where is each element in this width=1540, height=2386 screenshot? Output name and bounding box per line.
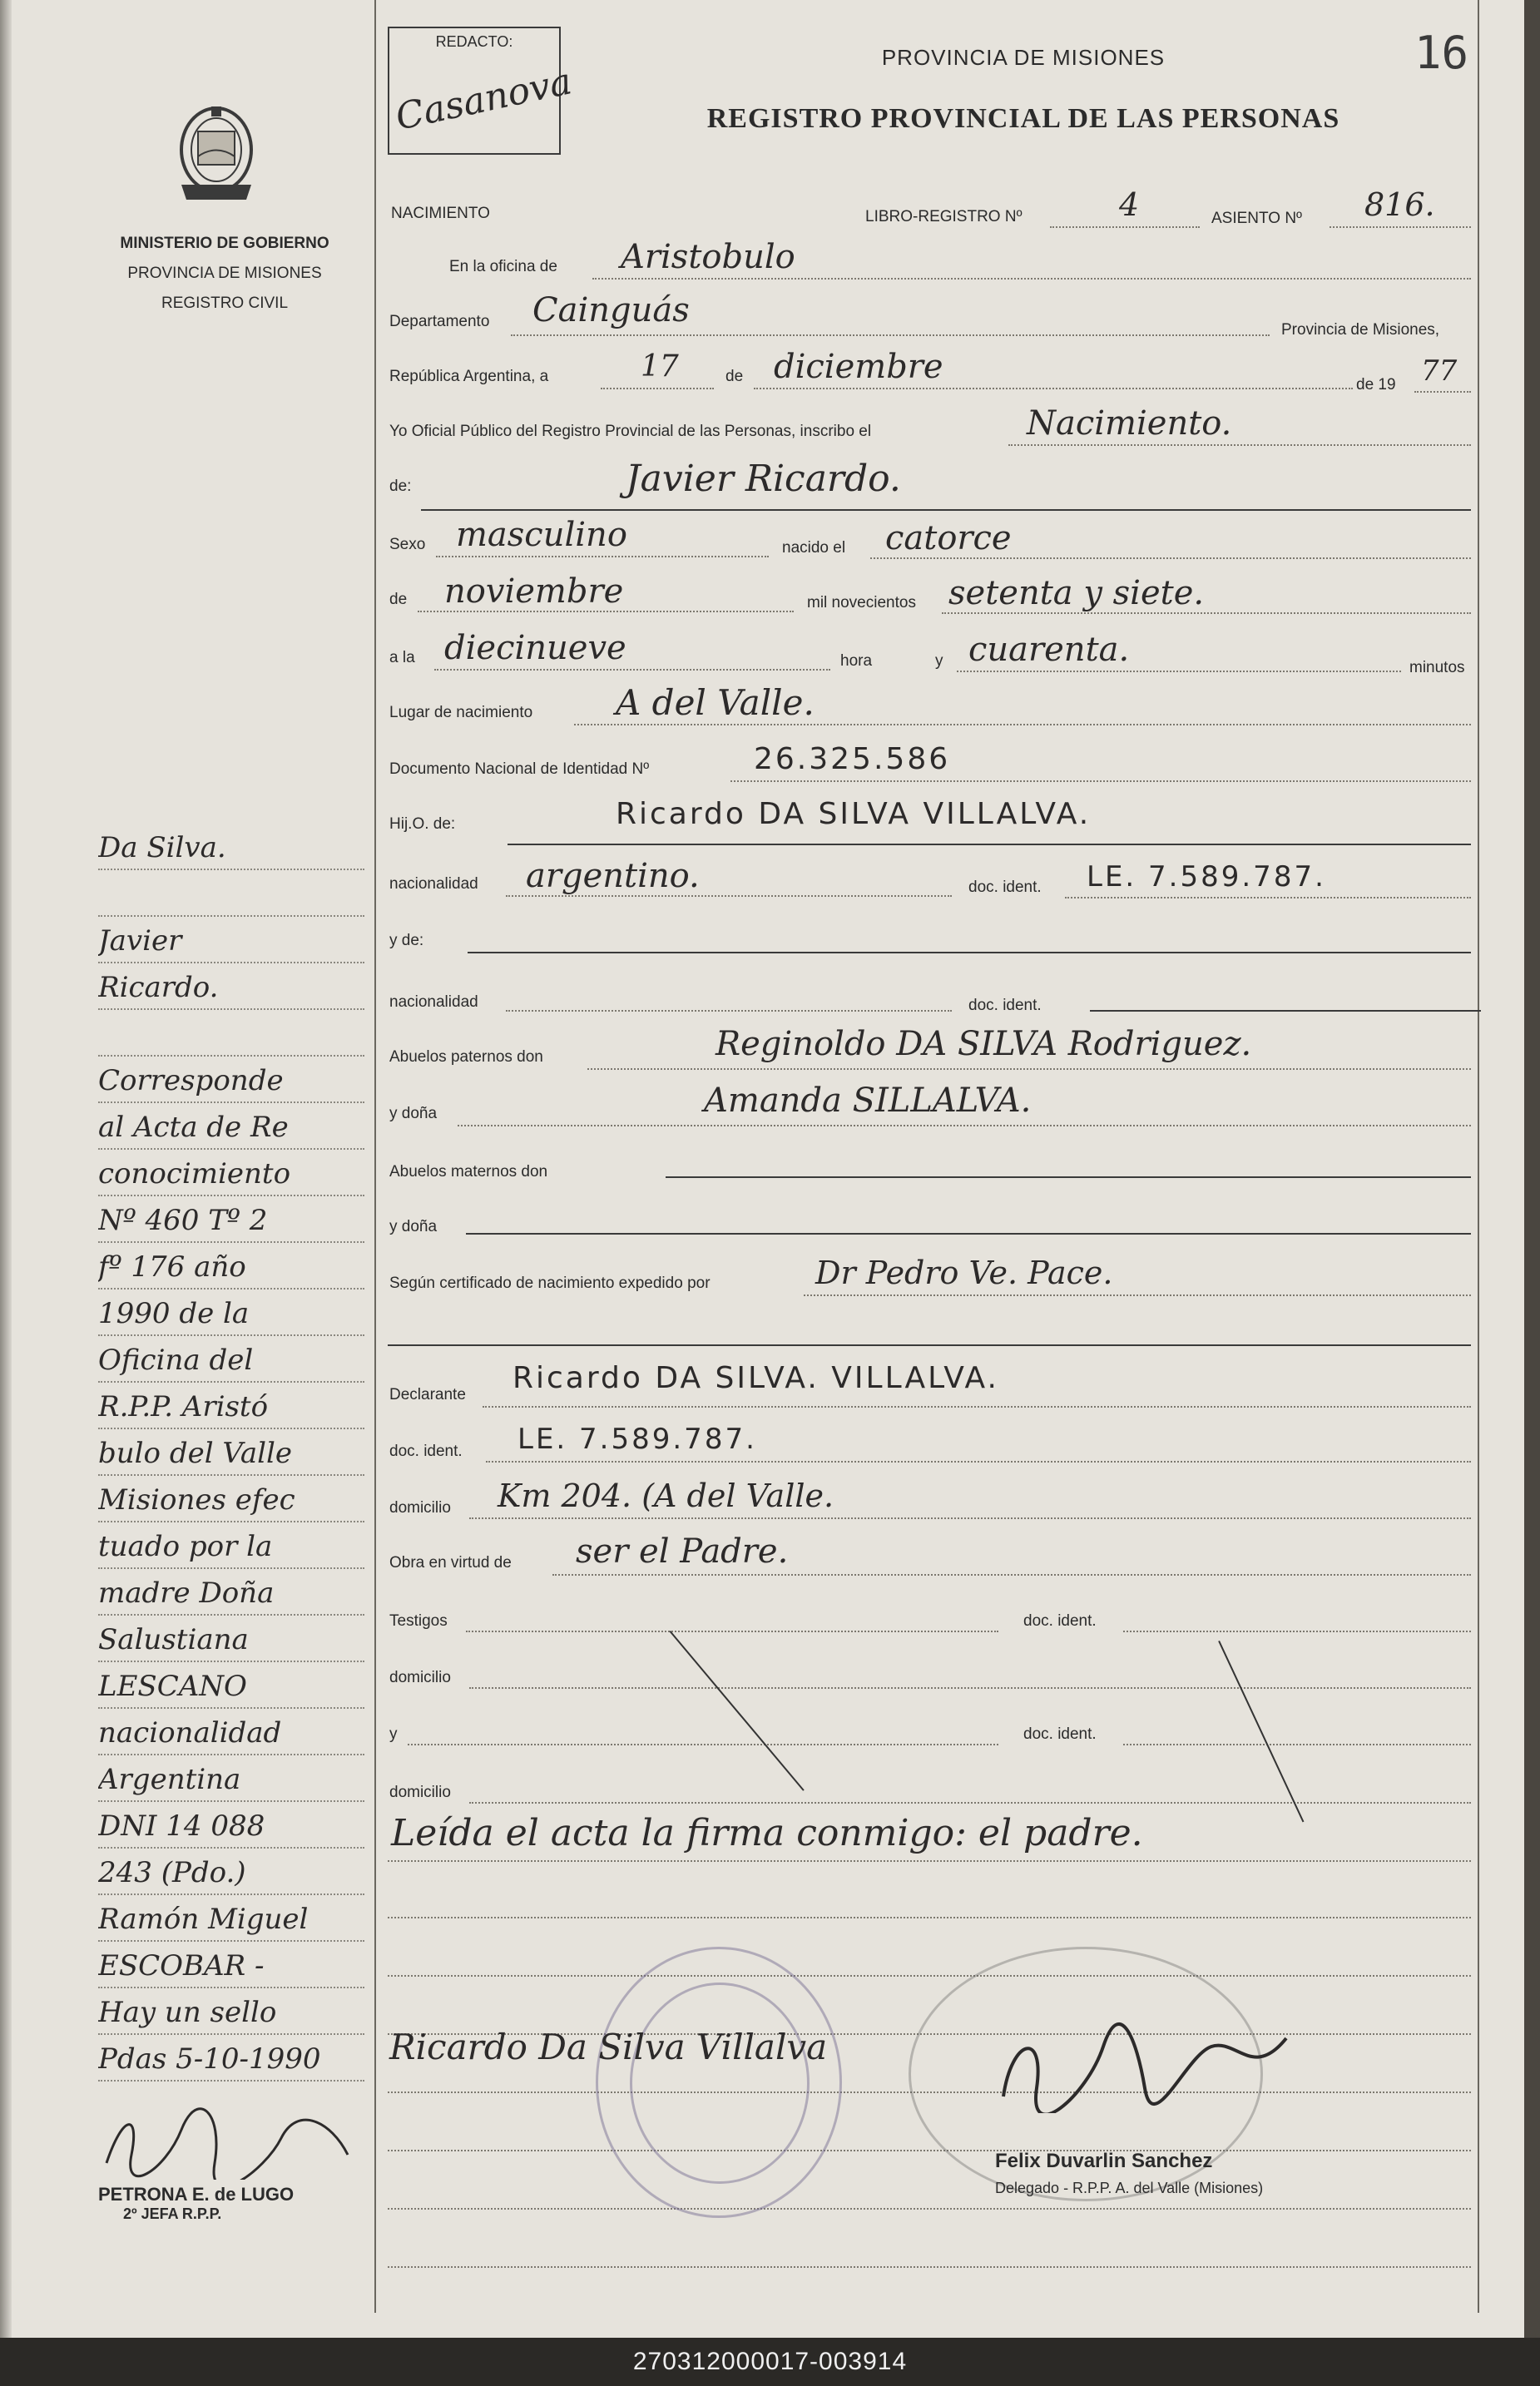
nacido-label: nacido el <box>782 539 846 557</box>
asiento-field-line <box>1330 226 1471 228</box>
oficina-value: Aristobulo <box>621 238 795 276</box>
domicilio-testigo1-label: domicilio <box>389 1669 451 1686</box>
hijo-label: Hij.O. de: <box>389 815 456 833</box>
margin-note-line: Da Silva. <box>98 824 364 870</box>
republica-label: República Argentina, a <box>389 368 549 385</box>
book-spine <box>0 0 12 2338</box>
declarante-value: Ricardo DA SILVA. VILLALVA. <box>513 1361 999 1395</box>
registry-name: REGISTRO CIVIL <box>161 295 289 312</box>
hora-value: diecinueve <box>444 629 626 667</box>
redacto-label: REDACTO: <box>435 33 513 50</box>
margin-note-line: Pdas 5-10-1990 <box>98 2035 364 2082</box>
margin-signature <box>98 2105 381 2223</box>
margin-note-line: ESCOBAR - <box>98 1942 364 1988</box>
libro-field-line <box>1050 226 1200 228</box>
departamento-label: Departamento <box>389 313 490 330</box>
lugar-field-line <box>574 724 1471 725</box>
abuela-p-label: y doña <box>389 1105 438 1122</box>
mes-nac-field-line <box>418 611 794 612</box>
libro-value: 4 <box>1119 186 1140 223</box>
domicilio-testigo2-label: domicilio <box>389 1784 451 1801</box>
padre-field-line <box>508 844 1471 845</box>
provincia-label: Provincia de Misiones, <box>1281 321 1440 339</box>
province-name: PROVINCIA DE MISIONES <box>127 265 322 282</box>
abuelo-p-field-line <box>587 1068 1471 1070</box>
domicilio-value: Km 204. (A del Valle. <box>498 1478 834 1514</box>
abuela-m-label: y doña <box>389 1218 438 1235</box>
obra-field-line <box>552 1574 1471 1576</box>
asiento-value: 816. <box>1364 186 1435 223</box>
mes-de-label: de <box>725 368 744 385</box>
dni-label: Documento Nacional de Identidad Nº <box>389 760 650 778</box>
blank-line <box>388 2208 1471 2210</box>
margin-note-line: Corresponde <box>98 1057 364 1103</box>
abuelos-p-label: Abuelos paternos don <box>389 1048 543 1066</box>
abuela-p-value: Amanda SILLALVA. <box>704 1082 1032 1120</box>
doc-declarante-label: doc. ident. <box>389 1443 463 1460</box>
coat-of-arms-icon <box>166 98 266 210</box>
sexo-label: Sexo <box>389 536 426 553</box>
margin-note-line: Nº 460 Tº 2 <box>98 1196 364 1243</box>
margin-note-line: Salustiana <box>98 1616 364 1662</box>
nacionalidad-label: nacionalidad <box>389 875 478 893</box>
dni-field-line <box>730 780 1471 782</box>
doc-declarante-value: LE. 7.589.787. <box>517 1423 757 1456</box>
departamento-field-line <box>511 334 1270 336</box>
doc-padre-field-line <box>1065 897 1471 898</box>
doc-madre-label: doc. ident. <box>968 997 1042 1014</box>
abuela-m-field-line <box>466 1233 1471 1235</box>
closing-statement: Leída el acta la firma conmigo: el padre. <box>391 1812 1143 1854</box>
margin-note-line: 243 (Pdo.) <box>98 1849 364 1895</box>
anio-label: de 19 <box>1356 376 1396 394</box>
lugar-label: Lugar de nacimiento <box>389 704 533 721</box>
father-signature: Ricardo Da Silva Villalva <box>389 2027 828 2067</box>
doc-declarante-field-line <box>486 1461 1471 1463</box>
closing-field-line <box>388 1860 1471 1862</box>
madre-label: y de: <box>389 932 424 949</box>
nacionalidad-madre-label: nacionalidad <box>389 993 478 1011</box>
margin-note-line <box>98 1010 364 1057</box>
anio-nac-value: setenta y siete. <box>948 574 1205 612</box>
doc-madre-field-line <box>1090 1010 1481 1012</box>
acto-field-line <box>1008 444 1471 446</box>
abuelo-m-field-line <box>666 1176 1471 1178</box>
domicilio-label: domicilio <box>389 1499 451 1517</box>
margin-note-line: conocimiento <box>98 1150 364 1196</box>
dia-field-line <box>601 388 714 389</box>
libro-label: LIBRO-REGISTRO Nº <box>865 208 1023 225</box>
nacionalidad-madre-field-line <box>506 1010 952 1012</box>
right-border <box>1478 0 1479 2313</box>
margin-note-line: Ricardo. <box>98 963 364 1010</box>
obra-label: Obra en virtud de <box>389 1554 512 1572</box>
testigo2-label: y <box>389 1725 398 1743</box>
redacto-value: Casanova <box>392 60 576 139</box>
margin-note-line: al Acta de Re <box>98 1103 364 1150</box>
margin-signature-scrawl <box>98 2105 381 2180</box>
ministry-heading <box>83 235 366 324</box>
margin-note-line: madre Doña <box>98 1569 364 1616</box>
anio-value: 77 <box>1421 354 1458 388</box>
minutos-label: minutos <box>1409 659 1465 676</box>
asiento-label: ASIENTO Nº <box>1211 210 1302 227</box>
lugar-value: A del Valle. <box>616 682 815 723</box>
official-seal-inner <box>630 1983 810 2184</box>
mil-label: mil novecientos <box>807 594 916 611</box>
act-type-label: NACIMIENTO <box>391 205 490 222</box>
header-province: PROVINCIA DE MISIONES <box>881 45 1166 70</box>
oficial-label: Yo Oficial Público del Registro Provincial de las Personas, inscribo el <box>389 423 872 440</box>
doc-padre-value: LE. 7.589.787. <box>1087 860 1326 894</box>
margin-note-line: nacionalidad <box>98 1709 364 1755</box>
redacto-box <box>388 27 576 155</box>
margin-note-line: fº 176 año <box>98 1243 364 1290</box>
dni-value: 26.325.586 <box>754 742 951 776</box>
certificado-label: Según certificado de nacimiento expedido por <box>389 1275 711 1292</box>
official-signature-scrawl <box>995 2022 1311 2113</box>
departamento-value: Cainguás <box>532 291 690 329</box>
blank-line <box>388 1975 1471 1977</box>
abuela-p-field-line <box>458 1125 1471 1126</box>
abuelos-m-label: Abuelos maternos don <box>389 1163 548 1181</box>
certificado-field-line <box>804 1294 1471 1296</box>
nacionalidad-field-line <box>506 895 952 897</box>
domicilio-field-line <box>469 1517 1471 1519</box>
margin-note-line: LESCANO <box>98 1662 364 1709</box>
abuelo-p-value: Reginoldo DA SILVA Rodriguez. <box>716 1025 1252 1063</box>
margin-note-line: R.P.P. Aristó <box>98 1383 364 1429</box>
sexo-value: masculino <box>456 516 627 554</box>
oficina-field-line <box>592 278 1471 280</box>
margin-note-line: tuado por la <box>98 1522 364 1569</box>
testigo2-field-line <box>408 1744 998 1745</box>
page-number: 16 <box>1414 27 1469 79</box>
minutos-value: cuarenta. <box>968 631 1130 669</box>
nacionalidad-value: argentino. <box>526 857 700 895</box>
y-label: y <box>935 652 943 670</box>
madre-field-line <box>468 952 1471 953</box>
official-signature-name: Felix Duvarlin Sanchez <box>995 2150 1213 2172</box>
margin-note-line: 1990 de la <box>98 1290 364 1336</box>
testigos-label: Testigos <box>389 1612 448 1630</box>
margin-note-line: Javier <box>98 917 364 963</box>
margin-note-line: Ramón Miguel <box>98 1895 364 1942</box>
margin-note-line: Misiones efec <box>98 1476 364 1522</box>
margin-note-line: Argentina <box>98 1755 364 1802</box>
mes-field-line <box>754 388 1353 389</box>
certificado-value: Dr Pedro Ve. Pace. <box>815 1255 1113 1291</box>
hora-field-line <box>434 669 830 671</box>
blank-line <box>388 2150 1471 2151</box>
anio-nac-field-line <box>942 612 1471 614</box>
certificado-underline <box>388 1344 1471 1346</box>
hora-label: hora <box>840 652 873 670</box>
obra-value: ser el Padre. <box>576 1532 789 1571</box>
column-divider <box>374 0 376 2313</box>
mes-nac-value: noviembre <box>444 572 624 611</box>
declarante-label: Declarante <box>389 1386 466 1403</box>
dia-value: 17 <box>641 349 679 384</box>
declarante-field-line <box>483 1406 1471 1408</box>
ala-label: a la <box>389 649 415 666</box>
doc-testigo2-label: doc. ident. <box>1023 1725 1097 1743</box>
margin-signature-name: PETRONA E. de LUGO <box>98 2184 295 2205</box>
testigo1-field-line <box>466 1631 998 1632</box>
ministry-name: MINISTERIO DE GOBIERNO <box>120 235 329 252</box>
nombre-field-line <box>421 509 1471 511</box>
nombre-value: Javier Ricardo. <box>626 458 901 500</box>
blank-line <box>388 1917 1471 1918</box>
domicilio-testigo1-field-line <box>469 1687 1471 1689</box>
domicilio-testigo2-field-line <box>469 1802 1471 1804</box>
doc-testigo1-label: doc. ident. <box>1023 1612 1097 1630</box>
margin-note-line: Oficina del <box>98 1336 364 1383</box>
official-signature-role: Delegado - R.P.P. A. del Valle (Misiones) <box>995 2180 1264 2196</box>
margin-note-line <box>98 870 364 917</box>
nacido-field-line <box>870 557 1471 559</box>
padre-value: Ricardo DA SILVA VILLALVA. <box>616 797 1092 831</box>
document-code: 270312000017-003914 <box>0 2338 1540 2386</box>
mes-value: diciembre <box>774 348 943 386</box>
doc-padre-label: doc. ident. <box>968 879 1042 896</box>
margin-notes <box>98 824 364 2082</box>
blank-line <box>388 2266 1471 2268</box>
nacido-value: catorce <box>885 519 1012 557</box>
doc-testigo1-field-line <box>1123 1631 1471 1632</box>
anio-field-line <box>1414 391 1471 393</box>
minutos-field-line <box>957 671 1401 672</box>
margin-note-line: Hay un sello <box>98 1988 364 2035</box>
margin-note-line: DNI 14 088 <box>98 1802 364 1849</box>
oficina-label: En la oficina de <box>449 258 557 275</box>
margin-signature-role: 2º JEFA R.P.P. <box>123 2205 222 2222</box>
doc-testigo2-field-line <box>1123 1744 1471 1745</box>
page-title: REGISTRO PROVINCIAL DE LAS PERSONAS <box>706 103 1340 134</box>
mes-nac-label: de <box>389 591 408 608</box>
margin-note-line: bulo del Valle <box>98 1429 364 1476</box>
nombre-label: de: <box>389 478 412 495</box>
acto-value: Nacimiento. <box>1027 404 1232 443</box>
official-seal-stamp <box>596 1947 842 2218</box>
sexo-field-line <box>436 556 769 557</box>
